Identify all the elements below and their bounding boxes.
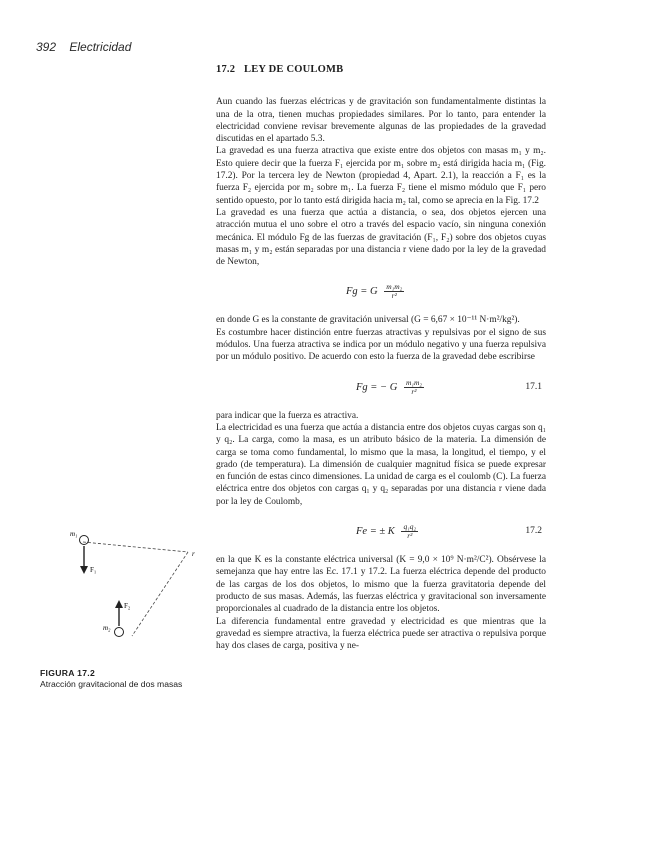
- label-f2: F₂: [124, 602, 131, 610]
- paragraph-6: para indicar que la fuerza es atractiva.: [216, 410, 359, 421]
- section-number: 17.2: [216, 64, 236, 75]
- label-f1: F₁: [90, 566, 97, 574]
- running-title: Electricidad: [69, 40, 132, 54]
- mass-1-circle: [80, 536, 89, 545]
- paragraph-8: en la que K es la constante eléctrica universal (K = 9,0 × 10⁹ N·m²/C²). Obsérvese la semejanza que hay entre las Ec. 17.1 y 17.2. La fuerza eléctrica depende del producto de las cargas de los dos objetos, lo mismo que la fuerza gravitatoria depende del producto de sus masas. Además, las fuerzas eléctrica y gravitacional son inversamente proporcionales al cuadrado de la distancia entre los objetos.: [216, 555, 546, 615]
- eq2-number: 17.1: [525, 381, 542, 392]
- eq2-denominator: r²: [411, 386, 417, 396]
- separation-line-top: [83, 542, 188, 552]
- eq3-numerator: q₁q₂: [403, 522, 417, 532]
- mass-2-circle: [115, 628, 124, 637]
- eq3-number: 17.2: [525, 526, 542, 537]
- equation-17-1: [216, 373, 546, 399]
- paragraph-7: La electricidad es una fuerza que actúa a distancia entre dos objetos cuyas cargas son q₁ y q₂. La carga, como la masa, es un atributo básico de la materia. La dimensión de carga se toma como fundamental, lo mismo que la masa, la longitud, el tiempo, y el grado (de temperatura). La dimensión de cualquier magnitud física se puede expresar en función de estas cinco dimensiones. La unidad de carga es el coulomb (C). La fuerza eléctrica entre dos objetos con cargas q₁ y q₂ separadas por una distancia r viene dada por la ley de Coulomb,: [216, 422, 546, 507]
- caption-text: Atracción gravitacional de dos masas: [40, 678, 183, 689]
- main-column: [216, 64, 546, 652]
- eq3-denominator: r²: [407, 531, 413, 541]
- eq2-fraction: [404, 379, 424, 396]
- page-number: 392: [36, 40, 57, 54]
- eq1-coef: = G: [360, 286, 378, 298]
- eq1-fraction: [384, 283, 404, 300]
- eq3-coef: = ± K: [369, 525, 395, 537]
- eq2-coef: = − G: [370, 381, 398, 393]
- eq1-lhs: Fg: [346, 286, 358, 298]
- section-heading: [216, 64, 546, 76]
- eq3-fraction: [401, 523, 418, 540]
- paragraph-3: La gravedad es una fuerza que actúa a distancia, o sea, dos objetos ejercen una atracción mutua el uno sobre el otro a través del espacio vacío, sin ninguna conexión mecánica. El módulo Fg de las fuerzas de gravitación (F₁, F₂) sobre dos objetos cuyas masas m₁ y m₂ están separadas por una distancia r viene dado por la ley de la gravedad de Newton,: [216, 207, 546, 268]
- paragraph-1: Aun cuando las fuerzas eléctricas y de gravitación son fundamentalmente distintas la una de la otra, tienen muchas propiedades similares. Por lo tanto, para entender la electricidad conviene revisar brevemente algunas de las propiedades de la gravedad discutidas en el apartado 5.3.: [216, 97, 546, 145]
- eq3-lhs: Fe: [356, 525, 368, 537]
- eq2-numerator: m₁m₂: [405, 377, 422, 387]
- label-r: r: [192, 550, 195, 558]
- section-title: LEY DE COULOMB: [244, 64, 344, 75]
- label-m1: m₁: [70, 530, 78, 538]
- paragraph-4: en donde G es la constante de gravitación universal (G = 6,67 × 10⁻¹¹ N·m²/kg²).: [216, 315, 520, 326]
- force-f1-arrowhead: [80, 566, 88, 574]
- separation-line-r: [132, 552, 188, 636]
- paragraph-5: Es costumbre hacer distinción entre fuerzas atractivas y repulsivas por el signo de sus módulos. Una fuerza atractiva se indica por un módulo negativo y una fuerza repulsiva por un módulo positivo. De acuerdo con esto la fuerza de la gravedad debe escribirse: [216, 327, 546, 363]
- paragraph-9: La diferencia fundamental entre gravedad y electricidad es que mientras que la gravedad es siempre atractiva, la fuerza eléctrica puede ser atractiva o repulsiva porque hay dos clases de carga, positiva y ne-: [216, 616, 546, 652]
- equation-17-2-coulomb: [216, 517, 546, 543]
- paragraph-2: La gravedad es una fuerza atractiva que existe entre dos objetos con masas m₁ y m₂. Esto quiere decir que la fuerza F₁ ejercida por m₁ sobre m₂ está dirigida hacia m₁ (Fig. 17.2). Por la tercera ley de Newton (propiedad 4, Apart. 2.1), la reacción a F₁ es la fuerza F₂ ejercida por m₂ sobre m₁. La fuerza F₂ tiene el mismo módulo que F₁ pero sentido opuesto, por lo tanto está dirigida hacia m₂ tal, como se aprecia en la Fig. 17.2: [216, 146, 546, 206]
- label-m2: m₂: [103, 624, 111, 632]
- equation-newton-gravity: [216, 277, 546, 303]
- eq1-denominator: r²: [391, 291, 397, 301]
- eq2-lhs: Fg: [356, 381, 368, 393]
- figure-caption: [40, 668, 220, 689]
- figure-17-2: [70, 528, 210, 648]
- caption-title: FIGURA 17.2: [40, 668, 96, 678]
- eq1-numerator: m₁m₂: [386, 282, 403, 292]
- running-header: [36, 40, 131, 54]
- figure-diagram: [70, 528, 210, 648]
- force-f2-arrowhead: [115, 600, 123, 608]
